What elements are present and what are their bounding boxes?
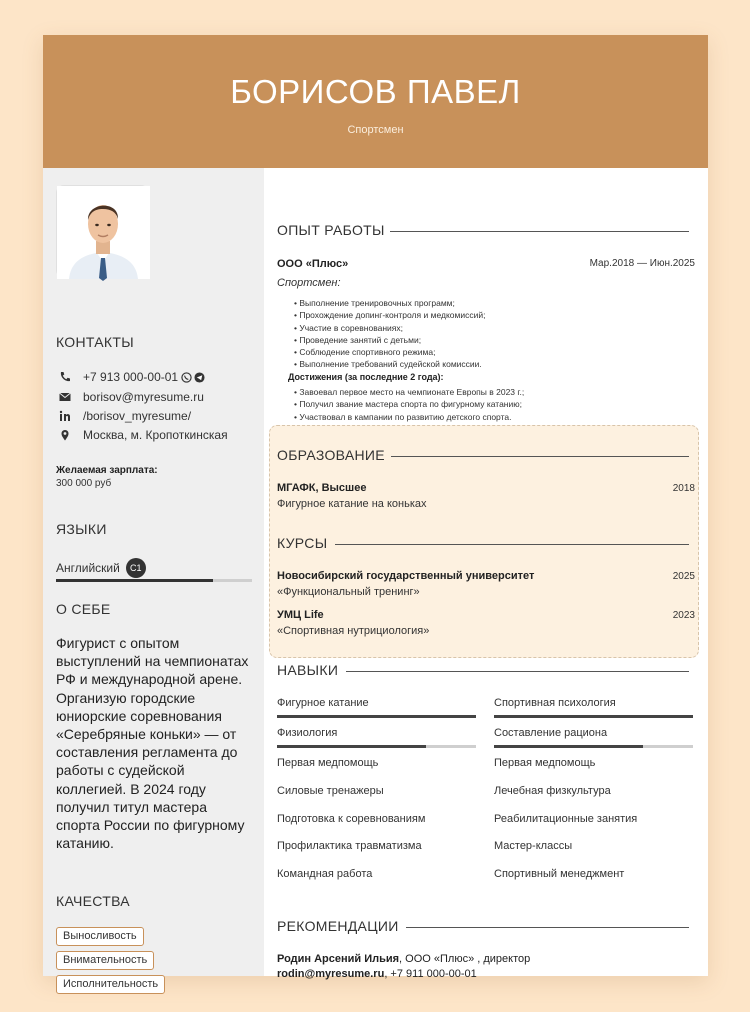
quality-tag: Выносливость xyxy=(56,927,144,946)
qualities-heading: КАЧЕСТВА xyxy=(56,893,130,909)
course-org: УМЦ Life xyxy=(277,609,324,621)
linkedin-text: /borisov_myresume/ xyxy=(83,409,192,423)
skill-item xyxy=(277,727,476,739)
main-content xyxy=(264,168,708,980)
achievements-title: Достижения (за последние 2 года): xyxy=(288,372,444,382)
skill-name: Физиология xyxy=(277,727,338,739)
education-divider xyxy=(391,456,689,457)
skill-level-bar xyxy=(494,745,693,748)
education-field: Фигурное катание на коньках xyxy=(277,498,427,510)
skill-level-bar xyxy=(494,715,693,718)
courses-heading: КУРСЫ xyxy=(277,535,328,551)
about-heading: О СЕБЕ xyxy=(56,601,111,617)
candidate-role: Спортсмен xyxy=(347,124,404,136)
skill-item: Спортивный менеджмент xyxy=(494,868,625,880)
skill-item xyxy=(494,697,693,709)
recommender-phone: , +7 911 000-00-01 xyxy=(384,968,477,980)
location-text: Москва, м. Кропоткинская xyxy=(83,428,228,442)
skill-name: Фигурное катание xyxy=(277,697,369,709)
language-item xyxy=(56,558,146,578)
skill-level-bar xyxy=(277,715,476,718)
telegram-icon[interactable] xyxy=(194,372,205,383)
languages-heading: ЯЗЫКИ xyxy=(56,521,107,537)
course-org: Новосибирский государственный университет xyxy=(277,570,535,582)
skill-level-fill xyxy=(277,745,426,748)
course-name: «Функциональный тренинг» xyxy=(277,586,420,598)
skills-heading: НАВЫКИ xyxy=(277,662,339,678)
job-company: ООО «Плюс» xyxy=(277,258,349,270)
salary-value: 300 000 руб xyxy=(56,478,112,489)
skill-item xyxy=(277,697,476,709)
course-year: 2025 xyxy=(672,571,695,582)
course-name: «Спортивная нутрициология» xyxy=(277,625,430,637)
experience-heading: ОПЫТ РАБОТЫ xyxy=(277,222,385,238)
recommender-position: , ООО «Плюс» , директор xyxy=(399,953,531,965)
phone-icon xyxy=(59,371,71,383)
profile-photo xyxy=(56,185,149,278)
skills-divider xyxy=(346,671,689,672)
language-level-fill xyxy=(56,579,213,582)
list-item: • Завоевал первое место на чемпионате Европы в 2023 г.; xyxy=(294,386,524,398)
skill-item: Командная работа xyxy=(277,868,373,880)
quality-tag: Внимательность xyxy=(56,951,154,970)
skill-item: Первая медпомощь xyxy=(277,757,379,769)
skill-item: Мастер-классы xyxy=(494,840,573,852)
email-text: borisov@myresume.ru xyxy=(83,390,204,404)
skill-item: Лечебная физкультура xyxy=(494,785,611,797)
list-item: • Соблюдение спортивного режима; xyxy=(294,346,485,358)
job-dates: Мар.2018 — Июн.2025 xyxy=(589,258,695,269)
language-level-bar xyxy=(56,579,252,582)
sidebar xyxy=(43,168,264,990)
linkedin-icon xyxy=(59,410,71,422)
list-item: • Выполнение тренировочных программ; xyxy=(294,297,485,309)
avatar-icon xyxy=(57,186,150,279)
skill-item: Реабилитационные занятия xyxy=(494,813,638,825)
whatsapp-icon[interactable] xyxy=(181,372,192,383)
list-item: • Прохождение допинг-контроля и медкомиссий; xyxy=(294,309,485,321)
courses-divider xyxy=(335,544,689,545)
skill-level-fill xyxy=(494,715,693,718)
recommendation-person xyxy=(277,953,530,965)
quality-tag: Исполнительность xyxy=(56,975,165,994)
skill-item: Профилактика травматизма xyxy=(277,840,422,852)
recommendations-heading: РЕКОМЕНДАЦИИ xyxy=(277,918,399,934)
education-year: 2018 xyxy=(672,483,695,494)
contact-phone[interactable] xyxy=(59,370,205,384)
resume-page xyxy=(43,35,708,990)
job-role: Спортсмен: xyxy=(277,277,341,289)
skill-level-fill xyxy=(494,745,643,748)
achievements-list xyxy=(294,386,524,423)
skill-level-fill xyxy=(277,715,476,718)
recommender-email[interactable]: rodin@myresume.ru xyxy=(277,968,385,980)
resume-header xyxy=(43,35,708,168)
email-icon xyxy=(59,391,71,403)
skill-item: Силовые тренажеры xyxy=(277,785,384,797)
skill-item: Первая медпомощь xyxy=(494,757,596,769)
phone-text: +7 913 000-00-01 xyxy=(83,370,179,384)
education-heading: ОБРАЗОВАНИЕ xyxy=(277,447,385,463)
language-level-badge: C1 xyxy=(126,558,146,578)
contact-email[interactable] xyxy=(59,390,204,404)
list-item: • Проведение занятий с детьми; xyxy=(294,334,485,346)
list-item: • Участие в соревнованиях; xyxy=(294,322,485,334)
contact-linkedin[interactable] xyxy=(59,409,191,423)
candidate-name: БОРИСОВ ПАВЕЛ xyxy=(230,73,521,110)
list-item: • Участвовал в кампании по развитию детского спорта. xyxy=(294,411,524,423)
location-icon xyxy=(59,429,71,441)
skill-name: Составление рациона xyxy=(494,727,608,739)
about-text: Фигурист с опытом выступлений на чемпионатах РФ и международной арене. Организую городские юниорские соревнования «Серебряные коньки» — от составления регламента до работы с судейской коллегией. В 2024 году получил титул мастера спорта России по фигурному катанию. xyxy=(56,635,249,852)
recommendation-contact xyxy=(277,968,477,980)
list-item: • Получил звание мастера спорта по фигурному катанию; xyxy=(294,398,524,410)
salary-label: Желаемая зарплата: xyxy=(56,465,158,476)
education-school: МГАФК, Высшее xyxy=(277,482,367,494)
duties-list xyxy=(294,297,485,371)
skill-item: Подготовка к соревнованиям xyxy=(277,813,426,825)
contacts-heading: КОНТАКТЫ xyxy=(56,334,134,350)
language-name: Английский xyxy=(56,561,120,575)
experience-divider xyxy=(390,231,689,232)
contact-location xyxy=(59,428,228,442)
skill-level-bar xyxy=(277,745,476,748)
course-year: 2023 xyxy=(672,610,695,621)
list-item: • Выполнение требований судейской комиссии. xyxy=(294,358,485,370)
skill-name: Спортивная психология xyxy=(494,697,616,709)
recommendations-divider xyxy=(406,927,689,928)
recommender-name: Родин Арсений Ильия xyxy=(277,953,400,965)
skill-item xyxy=(494,727,693,739)
